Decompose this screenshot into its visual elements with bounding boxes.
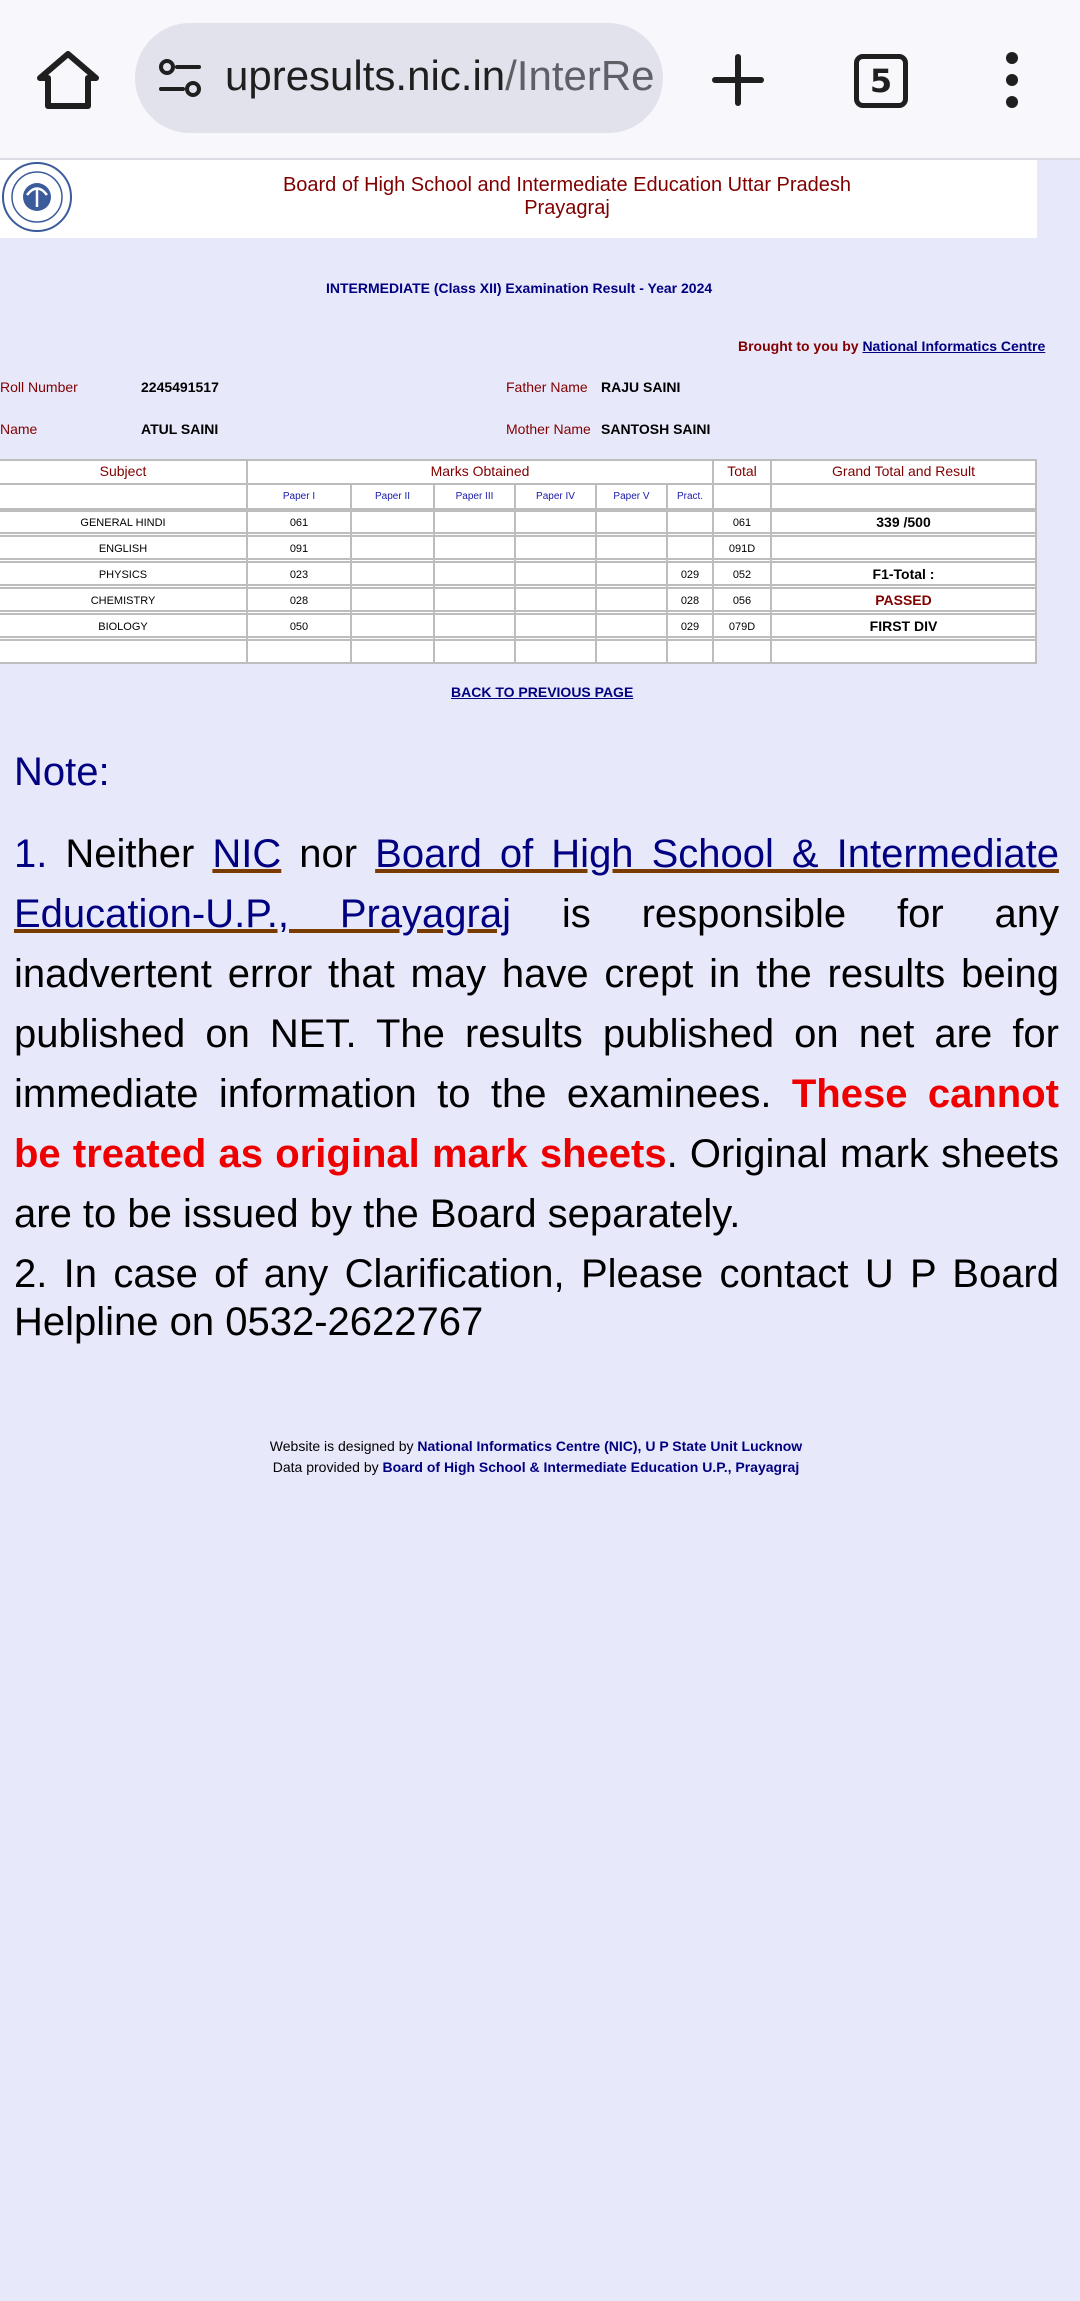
father-name-value: RAJU SAINI [601,379,681,395]
grid-line [433,483,435,664]
note-1-warning: These cannot be treated as original mark sheets [14,1072,1059,1176]
paper-2-header: Paper II [374,491,411,502]
board-name [232,174,902,220]
nic-link[interactable]: National Informatics Centre [862,338,1046,354]
grid-line [0,639,1037,641]
total-cell: 091D [728,543,756,555]
subject-cell: PHYSICS [98,569,148,581]
result-status: PASSED [875,592,932,608]
paper-1-cell: 050 [289,621,309,633]
grid-line [0,558,1037,560]
footer-line-2 [0,1457,1072,1478]
tab-count: 5 [854,54,908,108]
subject-cell: BIOLOGY [98,621,148,633]
up-board-logo-icon [0,160,74,234]
note-1-text-d: . Original mark sheets are to be issued by the Board separately. [14,1132,1059,1236]
browser-toolbar [0,0,1080,160]
practical-header: Pract. [676,491,704,502]
nic-note-link[interactable]: NIC [212,832,282,876]
note-title: Note: [14,750,110,794]
total-cell: 061 [732,517,752,529]
subject-header: Subject [99,463,147,479]
paper-1-cell: 028 [289,595,309,607]
note-1-text-a: Neither [65,832,195,876]
note-1-text-c: is responsible for any inadvertent error that may have crept in the results being published on NET. The results published on net are for immediate information to the examinees. [14,892,1059,1116]
total-cell: 052 [732,569,752,581]
grid-line [0,535,1037,537]
total-cell: 079D [728,621,756,633]
grid-line [0,613,1037,615]
paper-3-header: Paper III [455,491,494,502]
new-tab-button[interactable] [698,40,778,120]
grid-line [595,483,597,664]
paper-1-header: Paper I [282,491,316,502]
brought-by-prefix: Brought to you by [738,338,859,354]
f1-total-label: F1-Total : [872,566,935,582]
grid-line [246,459,248,664]
grid-line [514,483,516,664]
tab-switcher-button[interactable] [842,40,922,120]
home-button[interactable] [28,40,108,120]
grid-line [0,459,1037,461]
marks-obtained-header: Marks Obtained [430,463,530,479]
grid-line [0,532,1037,534]
exam-title: INTERMEDIATE (Class XII) Examination Result - Year 2024 [326,280,713,296]
grid-line [0,510,1037,512]
address-bar[interactable] [135,23,663,133]
paper-5-header: Paper V [613,491,650,502]
subject-cell: CHEMISTRY [90,595,156,607]
note-1-number: 1. [14,832,48,876]
mother-name-label: Mother Name [506,421,591,437]
grid-line [0,587,1037,589]
division: FIRST DIV [869,618,938,634]
subject-cell: GENERAL HINDI [80,517,166,529]
menu-button[interactable] [972,40,1052,120]
grid-line [0,636,1037,638]
total-cell: 056 [732,595,752,607]
board-note-link[interactable]: Board of High School & Intermediate Education-U.P., Prayagraj [14,832,1059,936]
footer-designed-by: National Informatics Centre (NIC), U P State Unit Lucknow [417,1438,803,1454]
grid-line [712,459,714,664]
footer-data-provider: Board of High School & Intermediate Education U.P., Prayagraj [382,1459,800,1475]
footer-line-1 [0,1436,1072,1457]
paper-4-header: Paper IV [536,491,575,502]
board-name-line2: Prayagraj [524,197,610,219]
grid-line [1035,459,1037,664]
site-settings-icon[interactable] [157,55,203,101]
footer-data-prefix: Data provided by [272,1459,379,1475]
url-text[interactable] [225,52,655,100]
url-path: /InterRe [505,52,655,99]
paper-1-cell: 091 [289,543,309,555]
plus-icon [698,40,778,120]
footer [0,1436,1072,1478]
grid-line [0,561,1037,563]
paper-1-cell: 061 [289,517,309,529]
note-1 [14,824,1059,1244]
board-name-line1: Board of High School and Intermediate Education Uttar Pradesh [282,174,852,196]
roll-number-label: Roll Number [0,379,78,395]
practical-cell: 029 [680,569,700,581]
grid-line [350,483,352,664]
grand-total-value: 339 /500 [876,514,931,530]
paper-1-cell: 023 [289,569,309,581]
home-icon [28,40,108,120]
footer-designed-prefix: Website is designed by [269,1438,414,1454]
grid-line [0,483,1037,485]
site-header [0,160,1037,238]
back-to-previous-page-link[interactable]: BACK TO PREVIOUS PAGE [451,684,634,700]
subject-cell: ENGLISH [98,543,148,555]
grid-line [0,584,1037,586]
url-domain: upresults.nic.in [225,52,506,99]
total-header: Total [727,463,757,479]
father-name-label: Father Name [506,379,588,395]
name-label: Name [0,421,38,437]
name-value: ATUL SAINI [141,421,219,437]
note-1-text-b: nor [299,832,358,876]
grid-line [0,662,1037,664]
grid-line [0,610,1037,612]
mother-name-value: SANTOSH SAINI [601,421,711,437]
note-2: 2. In case of any Clarification, Please contact U P Board Helpline on 0532-2622767 [14,1252,1059,1344]
marks-table [0,459,1037,664]
more-vert-icon [972,40,1052,120]
brought-by [738,338,1045,354]
roll-number-value: 2245491517 [141,379,219,395]
practical-cell: 028 [680,595,700,607]
practical-cell: 029 [680,621,700,633]
grand-total-header: Grand Total and Result [832,463,975,479]
